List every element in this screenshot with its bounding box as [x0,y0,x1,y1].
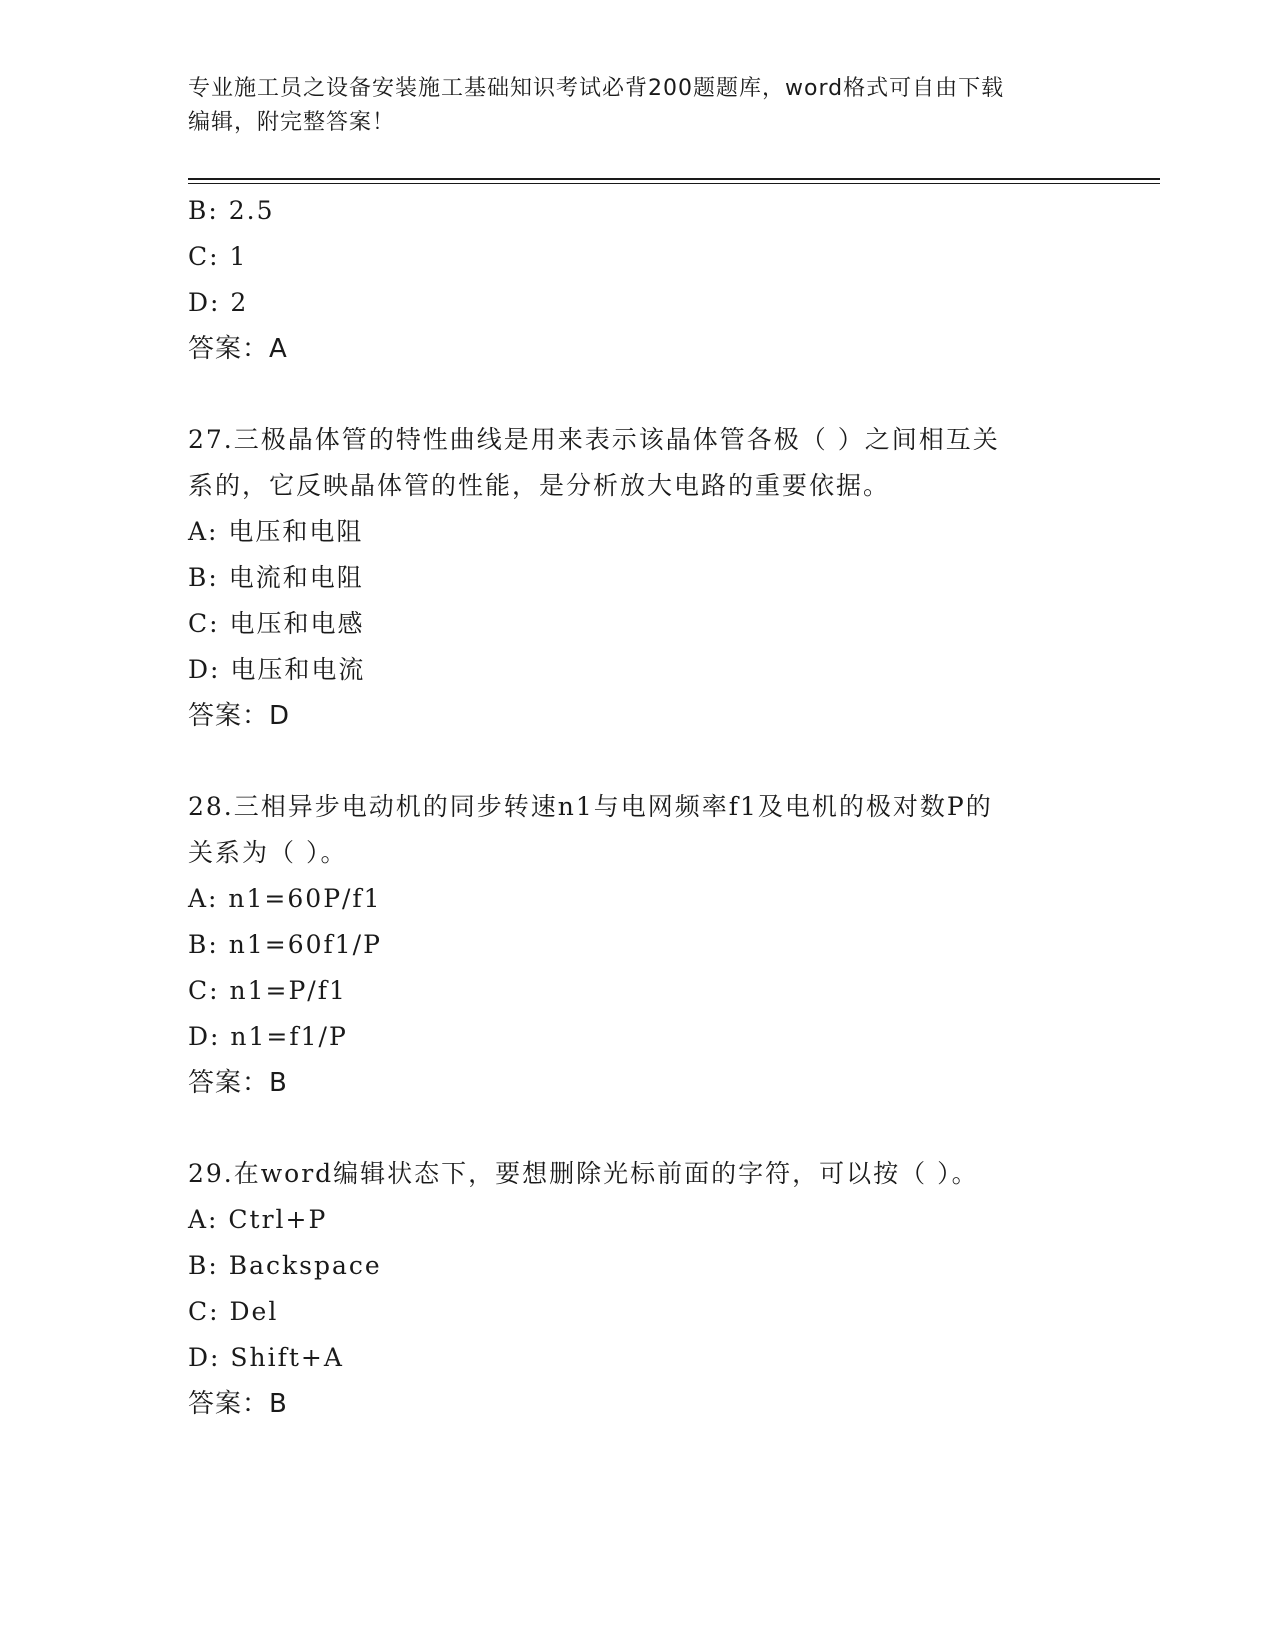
option-b: B: 2.5 [188,196,275,225]
option-b: B: 电流和电阻 [188,563,364,592]
option-a: A: Ctrl+P [188,1205,328,1234]
question-28 [188,784,1088,1106]
answer: 答案：B [188,1068,288,1098]
option-d: D: 2 [188,288,249,317]
answer: 答案：A [188,334,288,364]
question-stem: 关系为（ ）。 [188,838,348,867]
document-body [188,188,1088,1427]
option-d: D: n1=f1/P [188,1022,348,1051]
option-b: B: n1=60f1/P [188,930,382,959]
question-stem: 27.三极晶体管的特性曲线是用来表示该晶体管各极（ ）之间相互关 [188,425,1000,454]
question-29 [188,1151,1088,1427]
option-a: A: 电压和电阻 [188,517,364,546]
option-a: A: n1=60P/f1 [188,884,382,913]
question-stem: 系的，它反映晶体管的性能，是分析放大电路的重要依据。 [188,471,891,500]
question-26-continued [188,188,1088,372]
header-title-line2: 编辑，附完整答案！ [188,110,396,135]
answer: 答案：D [188,701,291,731]
option-c: C: 1 [188,242,248,271]
option-d: D: Shift+A [188,1343,344,1372]
option-c: C: n1=P/f1 [188,976,347,1005]
option-c: C: 电压和电感 [188,609,365,638]
option-c: C: Del [188,1297,279,1326]
page-header [188,72,1068,140]
header-title-line1: 专业施工员之设备安装施工基础知识考试必背200题题库，word格式可自由下载 [188,76,1005,101]
answer: 答案：B [188,1389,288,1419]
question-27 [188,417,1088,739]
option-d: D: 电压和电流 [188,655,366,684]
option-b: B: Backspace [188,1251,382,1280]
question-stem: 28.三相异步电动机的同步转速n1与电网频率f1及电机的极对数P的 [188,792,993,821]
header-divider [188,178,1160,184]
question-stem: 29.在word编辑状态下，要想删除光标前面的字符，可以按（ ）。 [188,1159,979,1188]
